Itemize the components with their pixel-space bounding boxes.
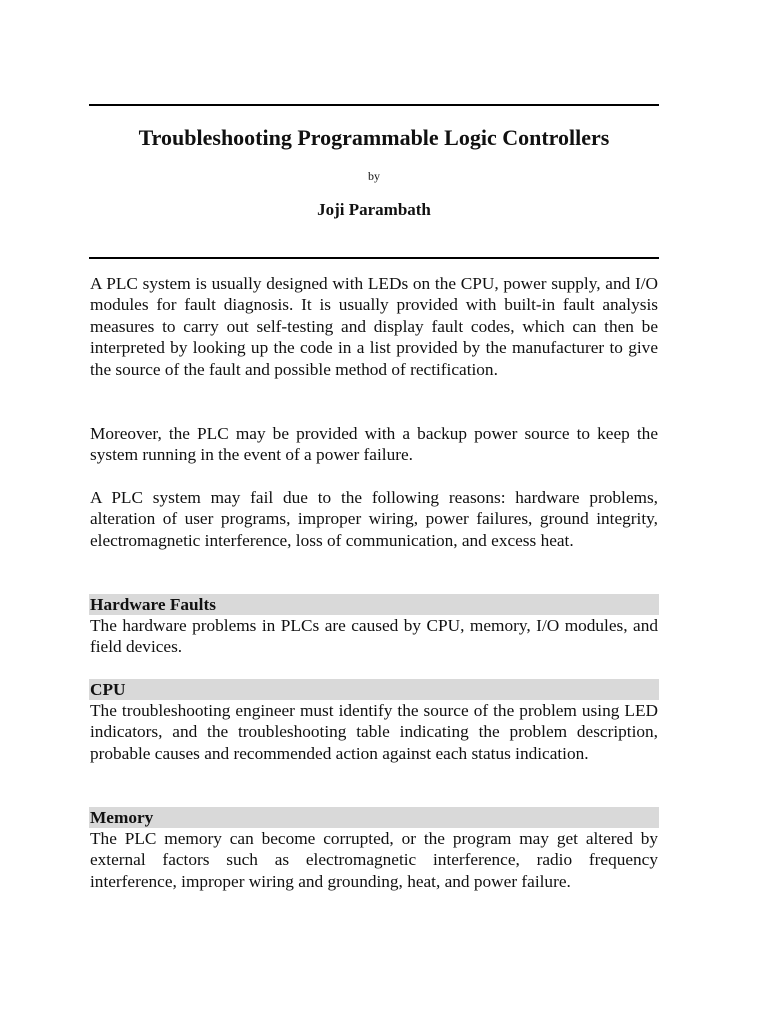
section-heading-memory: Memory bbox=[89, 807, 659, 828]
top-rule bbox=[89, 104, 659, 106]
by-line: by bbox=[368, 169, 380, 183]
section-text-memory: The PLC memory can become corrupted, or the program may get altered by external factors such as electromagnetic interference, radio frequency interference, improper wiring and grounding, heat, and power failure. bbox=[90, 829, 658, 891]
backup-paragraph: Moreover, the PLC may be provided with a backup power source to keep the system running in the event of a power failure. bbox=[90, 424, 658, 465]
section-heading-hardware-faults: Hardware Faults bbox=[89, 594, 659, 615]
bottom-rule bbox=[89, 257, 659, 259]
section-text-hardware-faults: The hardware problems in PLCs are caused by CPU, memory, I/O modules, and field devices. bbox=[90, 616, 658, 657]
author-name: Joji Parambath bbox=[317, 200, 431, 219]
section-text-cpu: The troubleshooting engineer must identify the source of the problem using LED indicators, and the troubleshooting table indicating the problem description, probable causes and recommended action against each status indication. bbox=[90, 701, 658, 763]
document-title: Troubleshooting Programmable Logic Controllers bbox=[138, 125, 610, 150]
section-heading-cpu: CPU bbox=[89, 679, 659, 700]
failure-reasons-paragraph: A PLC system may fail due to the following reasons: hardware problems, alteration of user programs, improper wiring, power failures, ground integrity, electromagnetic interference, loss of communication, and excess heat. bbox=[90, 488, 658, 550]
intro-paragraph: A PLC system is usually designed with LEDs on the CPU, power supply, and I/O modules for fault diagnosis. It is usually provided with built-in fault analysis measures to carry out self-testing and display fault codes, which can then be interpreted by looking up the code in a list provided by the manufacturer to give the source of the fault and possible method of rectification. bbox=[90, 274, 658, 379]
